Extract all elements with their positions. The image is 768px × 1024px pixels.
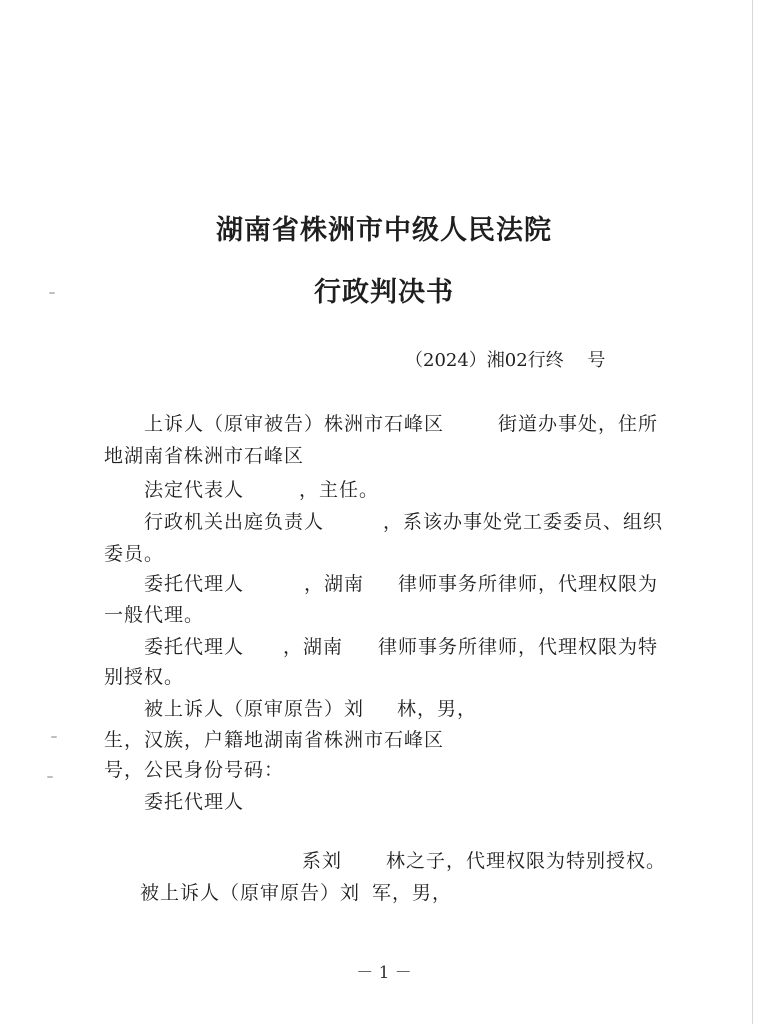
appellee-1-label: 被上诉人（原审原告）刘 bbox=[144, 698, 365, 720]
appellant-address-label: 街道办事处，住所 bbox=[498, 413, 659, 435]
appellee-2-name-gender: 军，男， bbox=[372, 882, 453, 904]
scan-speck bbox=[51, 736, 57, 738]
agent-1-label: 委托代理人 bbox=[144, 573, 245, 595]
appellee-1-ethnicity-residence: 生，汉族，户籍地湖南省株洲市石峰区 bbox=[104, 729, 445, 751]
agent-2-label: 委托代理人 bbox=[144, 636, 245, 658]
agency-official-role-cont: 委员。 bbox=[104, 543, 165, 565]
page-number: － 1 － bbox=[356, 963, 412, 983]
agent-1-province: ，湖南 bbox=[304, 573, 365, 595]
agent-2-province: ，湖南 bbox=[283, 636, 344, 658]
appellee-1-id-number: 号，公民身份号码： bbox=[104, 759, 285, 781]
legal-representative-label: 法定代表人 bbox=[144, 479, 245, 501]
agent-2-authority: 别授权。 bbox=[104, 666, 185, 688]
appellee-1-name-gender: 林，男， bbox=[397, 698, 478, 720]
page-edge-divider bbox=[752, 0, 753, 1024]
scan-speck bbox=[47, 776, 53, 778]
agent-1-authority: 一般代理。 bbox=[104, 604, 205, 626]
appellee-agent-relation: 系刘 bbox=[302, 850, 343, 872]
agency-official-role: ，系该办事处党工委委员、组织 bbox=[383, 511, 664, 533]
case-number: （2024）湘02行终 号 bbox=[405, 350, 606, 371]
appellee-agent-authority: 林之子，代理权限为特别授权。 bbox=[386, 850, 667, 872]
appellant-address: 地湖南省株洲市石峰区 bbox=[104, 445, 305, 467]
agent-1-firm: 律师事务所律师，代理权限为 bbox=[398, 573, 659, 595]
court-name: 湖南省株洲市中级人民法院 bbox=[216, 215, 552, 246]
agency-official-label: 行政机关出庭负责人 bbox=[144, 511, 325, 533]
agent-2-firm: 律师事务所律师，代理权限为特 bbox=[378, 636, 659, 658]
legal-representative-title: ，主任。 bbox=[299, 479, 380, 501]
document-type-title: 行政判决书 bbox=[314, 277, 454, 308]
appellee-2-label: 被上诉人（原审原告）刘 bbox=[140, 882, 361, 904]
appellee-agent-label: 委托代理人 bbox=[144, 791, 245, 813]
appellant-name: 上诉人（原审被告）株洲市石峰区 bbox=[144, 413, 445, 435]
